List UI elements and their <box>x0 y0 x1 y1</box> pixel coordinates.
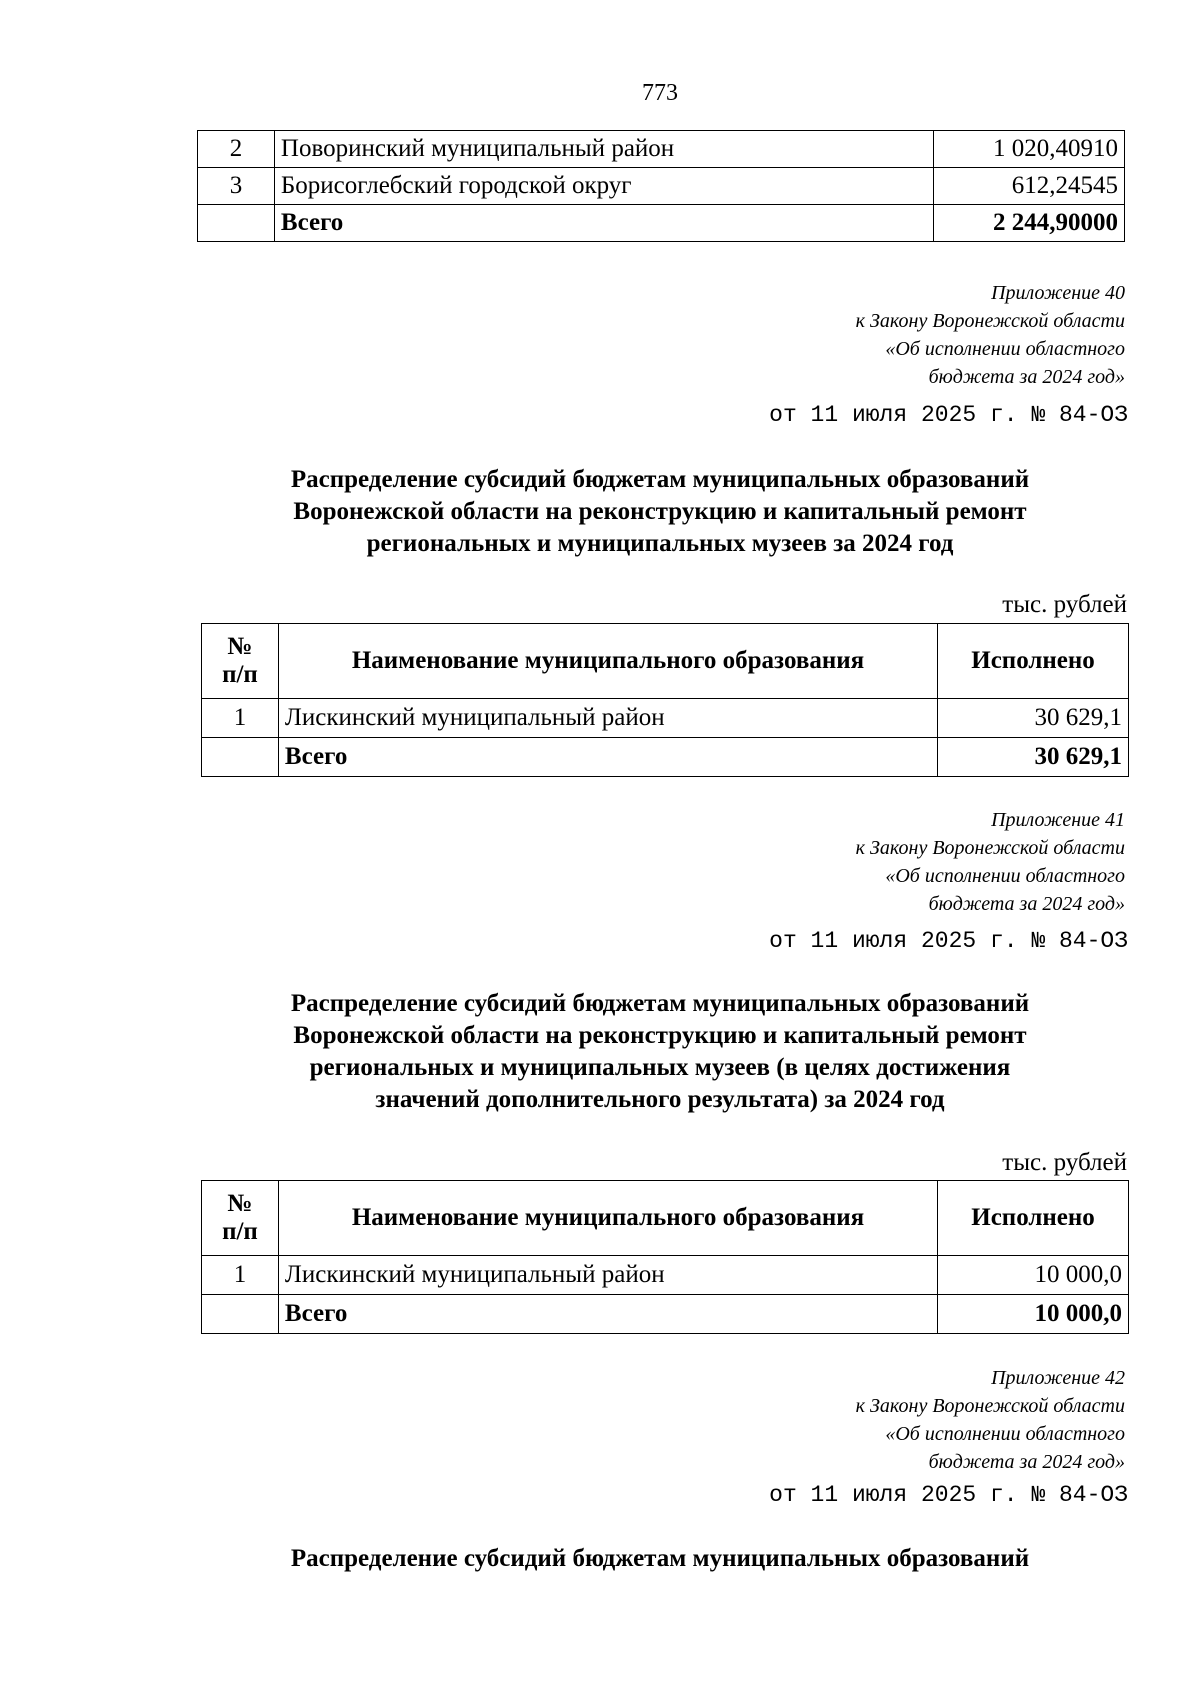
appendix-law-title: бюджета за 2024 год» <box>928 893 1125 915</box>
appendix-law-title: «Об исполнении областного <box>885 338 1125 360</box>
section-40-title <box>0 464 1200 560</box>
section-40-table <box>201 623 1129 777</box>
number-header-line: п/п <box>222 661 258 688</box>
appendix-41-date: от 11 июля 2025 г. № 84-ОЗ <box>769 928 1128 954</box>
total-label: Всего <box>274 205 933 242</box>
appendix-law: к Закону Воронежской области <box>855 310 1125 332</box>
number-header <box>202 1181 279 1256</box>
total-amount: 10 000,0 <box>938 1295 1129 1334</box>
empty-cell <box>202 1295 279 1334</box>
empty-cell <box>198 205 275 242</box>
total-label: Всего <box>278 738 937 777</box>
appendix-number: Приложение 42 <box>991 1367 1125 1389</box>
title-line: региональных и муниципальных музеев (в целях достижения <box>309 1054 1011 1081</box>
municipality-name: Поворинский муниципальный район <box>274 131 933 168</box>
appendix-40-date: от 11 июля 2025 г. № 84-ОЗ <box>769 402 1128 428</box>
table-row <box>198 131 1125 168</box>
title-line: Распределение субсидий бюджетам муниципальных образований <box>290 1545 1030 1572</box>
municipality-name: Лискинский муниципальный район <box>278 1256 937 1295</box>
amount: 612,24545 <box>934 168 1125 205</box>
appendix-number: Приложение 41 <box>991 809 1125 831</box>
section-41-table <box>201 1180 1129 1334</box>
value-header: Исполнено <box>938 624 1129 699</box>
total-amount: 2 244,90000 <box>934 205 1125 242</box>
value-header: Исполнено <box>938 1181 1129 1256</box>
title-line: региональных и муниципальных музеев за 2024 год <box>366 530 954 557</box>
section-42-title <box>0 1543 1200 1575</box>
appendix-42-header <box>856 1364 1125 1476</box>
appendix-law: к Закону Воронежской области <box>855 1395 1125 1417</box>
title-line: Распределение субсидий бюджетам муниципальных образований <box>290 990 1030 1017</box>
row-number: 1 <box>202 699 279 738</box>
amount: 1 020,40910 <box>934 131 1125 168</box>
total-row <box>202 1295 1129 1334</box>
name-header: Наименование муниципального образования <box>278 624 937 699</box>
total-row <box>198 205 1125 242</box>
number-header-line: № <box>227 1190 253 1217</box>
row-number: 1 <box>202 1256 279 1295</box>
appendix-40-header <box>856 279 1125 391</box>
unit-label: тыс. рублей <box>1002 1149 1127 1176</box>
empty-cell <box>202 738 279 777</box>
row-number: 2 <box>198 131 275 168</box>
appendix-law-title: бюджета за 2024 год» <box>928 366 1125 388</box>
appendix-law-title: бюджета за 2024 год» <box>928 1451 1125 1473</box>
appendix-law: к Закону Воронежской области <box>855 837 1125 859</box>
number-header-line: № <box>227 633 253 660</box>
number-header-line: п/п <box>222 1218 258 1245</box>
title-line: Воронежской области на реконструкцию и капитальный ремонт <box>293 1022 1027 1049</box>
appendix-number: Приложение 40 <box>991 282 1125 304</box>
amount: 30 629,1 <box>938 699 1129 738</box>
header-row <box>202 624 1129 699</box>
table-row <box>202 1256 1129 1295</box>
continuation-table <box>197 130 1125 242</box>
table-row <box>202 699 1129 738</box>
number-header <box>202 624 279 699</box>
total-amount: 30 629,1 <box>938 738 1129 777</box>
municipality-name: Борисоглебский городской округ <box>274 168 933 205</box>
total-row <box>202 738 1129 777</box>
title-line: Воронежской области на реконструкцию и капитальный ремонт <box>293 498 1027 525</box>
table-row <box>198 168 1125 205</box>
total-label: Всего <box>278 1295 937 1334</box>
page-number: 773 <box>642 80 678 106</box>
unit-label: тыс. рублей <box>1002 591 1127 618</box>
title-line: Распределение субсидий бюджетам муниципальных образований <box>290 466 1030 493</box>
amount: 10 000,0 <box>938 1256 1129 1295</box>
municipality-name: Лискинский муниципальный район <box>278 699 937 738</box>
appendix-41-header <box>856 806 1125 918</box>
appendix-42-date: от 11 июля 2025 г. № 84-ОЗ <box>769 1482 1128 1508</box>
name-header: Наименование муниципального образования <box>278 1181 937 1256</box>
section-41-title <box>0 988 1200 1116</box>
appendix-law-title: «Об исполнении областного <box>885 865 1125 887</box>
title-line: значений дополнительного результата) за 2024 год <box>375 1086 945 1113</box>
row-number: 3 <box>198 168 275 205</box>
appendix-law-title: «Об исполнении областного <box>885 1423 1125 1445</box>
header-row <box>202 1181 1129 1256</box>
